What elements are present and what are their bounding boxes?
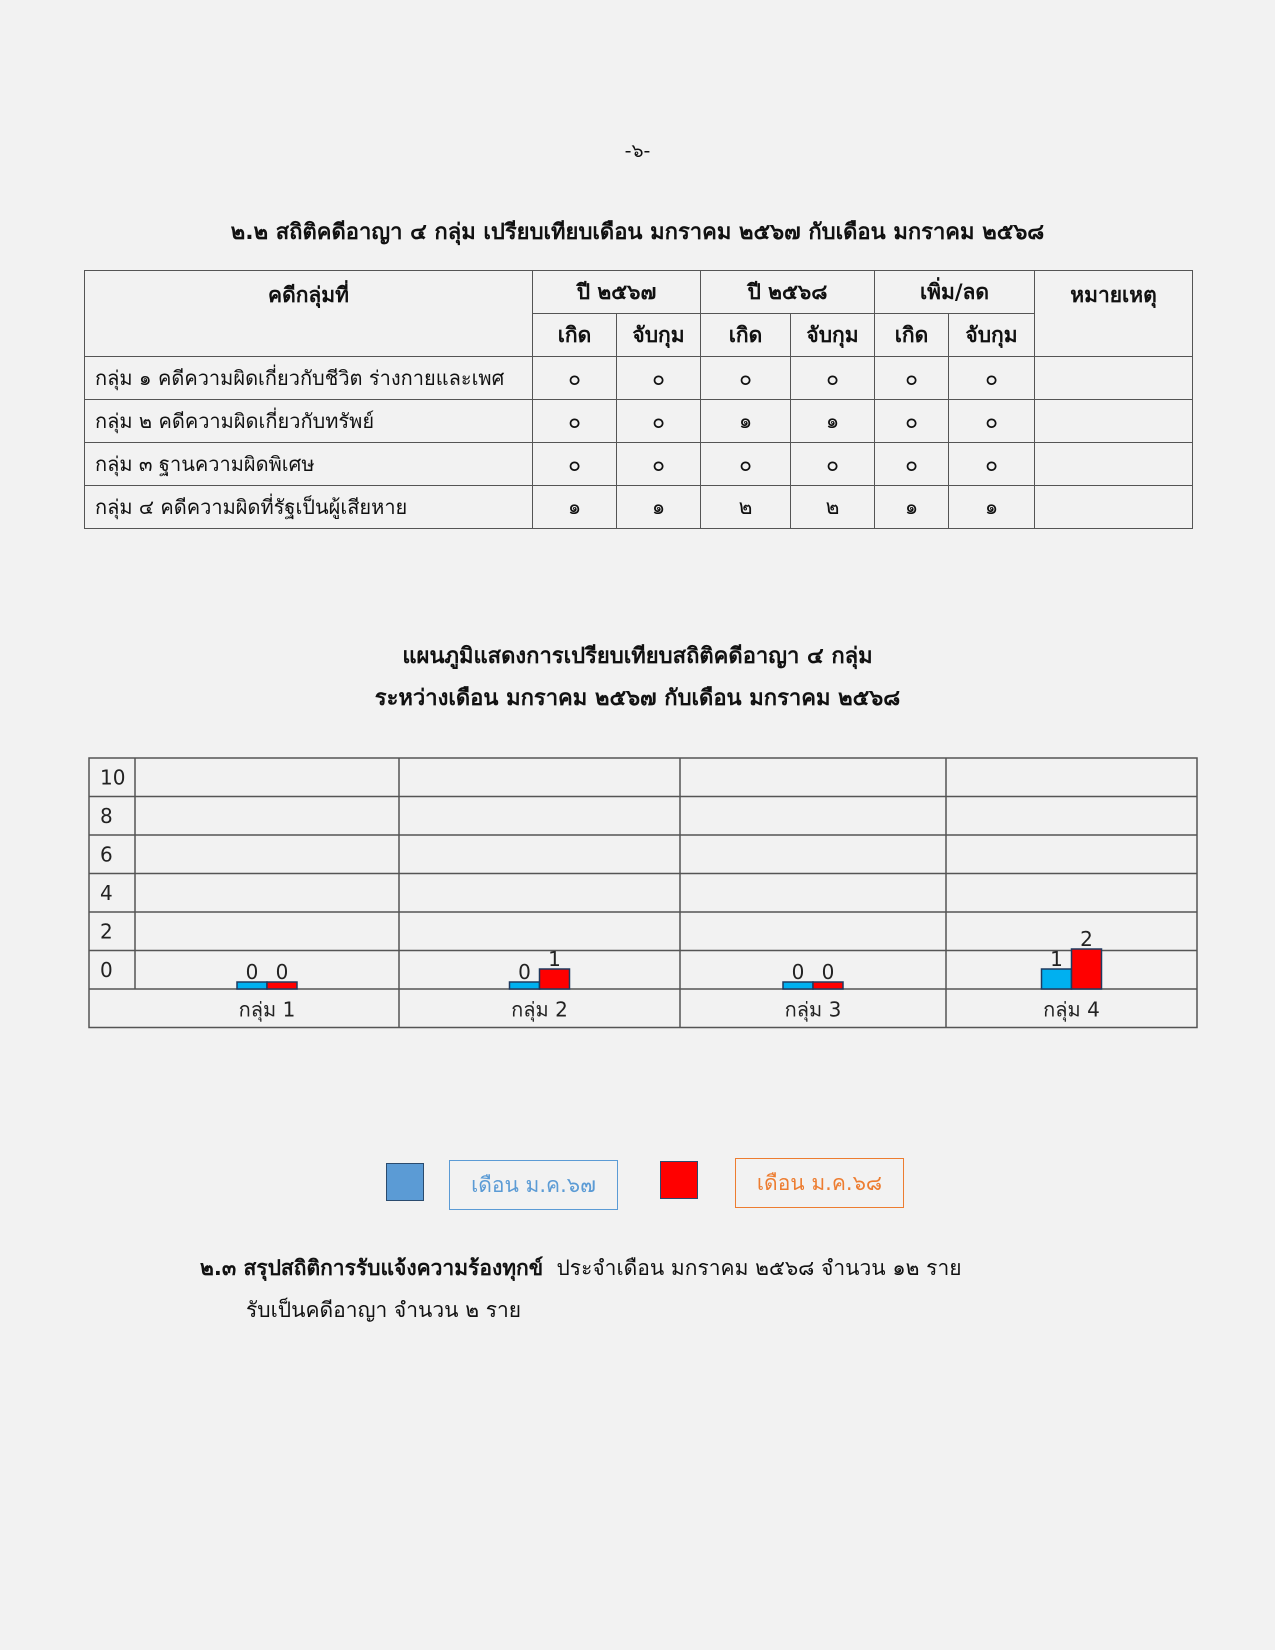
cell-value: ๑ xyxy=(701,400,791,443)
chart-y-tick-label: 4 xyxy=(100,880,113,905)
legend-label-2568: เดือน ม.ค.๖๘ xyxy=(735,1158,904,1208)
section-2-3-text: ประจำเดือน มกราคม ๒๕๖๘ จำนวน ๑๒ ราย xyxy=(556,1256,962,1280)
cell-value: ๑ xyxy=(533,486,617,529)
subheader-occur: เกิด xyxy=(875,314,949,357)
subheader-occur: เกิด xyxy=(701,314,791,357)
cell-value: ๐ xyxy=(875,357,949,400)
chart-y-tick-label: 8 xyxy=(100,803,113,828)
chart-data-label: 0 xyxy=(518,960,531,984)
cell-value: ๐ xyxy=(617,443,701,486)
header-remark: หมายเหตุ xyxy=(1035,271,1193,357)
chart-y-tick-label: 0 xyxy=(100,957,113,982)
chart-y-tick-label: 10 xyxy=(100,765,126,790)
chart-category-label: กลุ่ม 1 xyxy=(238,997,296,1022)
chart-category-label: กลุ่ม 4 xyxy=(1043,997,1100,1022)
chart-data-label: 0 xyxy=(821,960,835,984)
cell-value: ๐ xyxy=(949,400,1035,443)
legend-label-2567: เดือน ม.ค.๖๗ xyxy=(449,1160,618,1210)
chart-title-line-2: ระหว่างเดือน มกราคม ๒๕๖๗ กับเดือน มกราคม ๒๕๖๘ xyxy=(374,686,901,711)
chart-y-tick-label: 6 xyxy=(100,842,113,867)
subheader-occur: เกิด xyxy=(533,314,617,357)
section-2-3-line-2: รับเป็นคดีอาญา จำนวน ๒ ราย xyxy=(246,1298,522,1322)
cell-value: ๐ xyxy=(791,443,875,486)
section-2-3-line-1 xyxy=(200,1252,962,1285)
chart-data-label: 0 xyxy=(791,960,805,984)
cell-value: ๒ xyxy=(701,486,791,529)
cell-value: ๐ xyxy=(617,400,701,443)
section-2-3-title: ๒.๓ สรุปสถิติการรับแจ้งความร้องทุกข์ xyxy=(200,1256,544,1280)
cell-value: ๐ xyxy=(701,443,791,486)
cell-value: ๐ xyxy=(875,400,949,443)
section-2-2-title: ๒.๒ สถิติคดีอาญา ๔ กลุ่ม เปรียบเทียบเดือน มกราคม ๒๕๖๗ กับเดือน มกราคม ๒๕๖๘ xyxy=(230,220,1045,245)
chart-data-label: 2 xyxy=(1080,927,1093,951)
cell-value: ๑ xyxy=(617,486,701,529)
chart-data-label: 1 xyxy=(1050,947,1063,971)
chart-data-label: 0 xyxy=(275,960,289,984)
cell-value: ๐ xyxy=(533,357,617,400)
chart-bar xyxy=(1042,969,1072,989)
subheader-arrest: จับกุม xyxy=(949,314,1035,357)
header-change: เพิ่ม/ลด xyxy=(875,271,1035,314)
chart-data-label: 0 xyxy=(245,960,259,984)
header-year-2568: ปี ๒๕๖๘ xyxy=(701,271,875,314)
cell-value: ๐ xyxy=(701,357,791,400)
cell-value: ๐ xyxy=(949,357,1035,400)
cell-value: ๐ xyxy=(949,443,1035,486)
legend-swatch-2568 xyxy=(660,1161,698,1199)
chart-category-label: กลุ่ม 3 xyxy=(784,997,842,1022)
cell-value: ๐ xyxy=(791,357,875,400)
chart-bar xyxy=(540,969,570,989)
cell-value: ๐ xyxy=(875,443,949,486)
row-label: กลุ่ม ๔ คดีความผิดที่รัฐเป็นผู้เสียหาย xyxy=(85,486,533,529)
cell-value: ๒ xyxy=(791,486,875,529)
page-number: -๖- xyxy=(624,140,651,162)
cell-value: ๐ xyxy=(533,443,617,486)
row-label: กลุ่ม ๓ ฐานความผิดพิเศษ xyxy=(85,443,533,486)
header-year-2567: ปี ๒๕๖๗ xyxy=(533,271,701,314)
subheader-arrest: จับกุม xyxy=(617,314,701,357)
chart-data-label: 1 xyxy=(548,947,561,971)
chart-bar xyxy=(1072,949,1102,989)
row-label: กลุ่ม ๒ คดีความผิดเกี่ยวกับทรัพย์ xyxy=(85,400,533,443)
cell-value: ๐ xyxy=(533,400,617,443)
cell-value: ๑ xyxy=(949,486,1035,529)
cell-value: ๑ xyxy=(791,400,875,443)
chart-y-tick-label: 2 xyxy=(100,919,113,944)
cell-value: ๐ xyxy=(617,357,701,400)
header-group: คดีกลุ่มที่ xyxy=(85,271,533,357)
cell-value: ๑ xyxy=(875,486,949,529)
chart-category-label: กลุ่ม 2 xyxy=(511,997,568,1022)
chart-title-line-1: แผนภูมิแสดงการเปรียบเทียบสถิติคดีอาญา ๔ กลุ่ม xyxy=(402,644,873,669)
row-label: กลุ่ม ๑ คดีความผิดเกี่ยวกับชีวิต ร่างกายและเพศ xyxy=(85,357,533,400)
legend-swatch-2567 xyxy=(386,1163,424,1201)
subheader-arrest: จับกุม xyxy=(791,314,875,357)
